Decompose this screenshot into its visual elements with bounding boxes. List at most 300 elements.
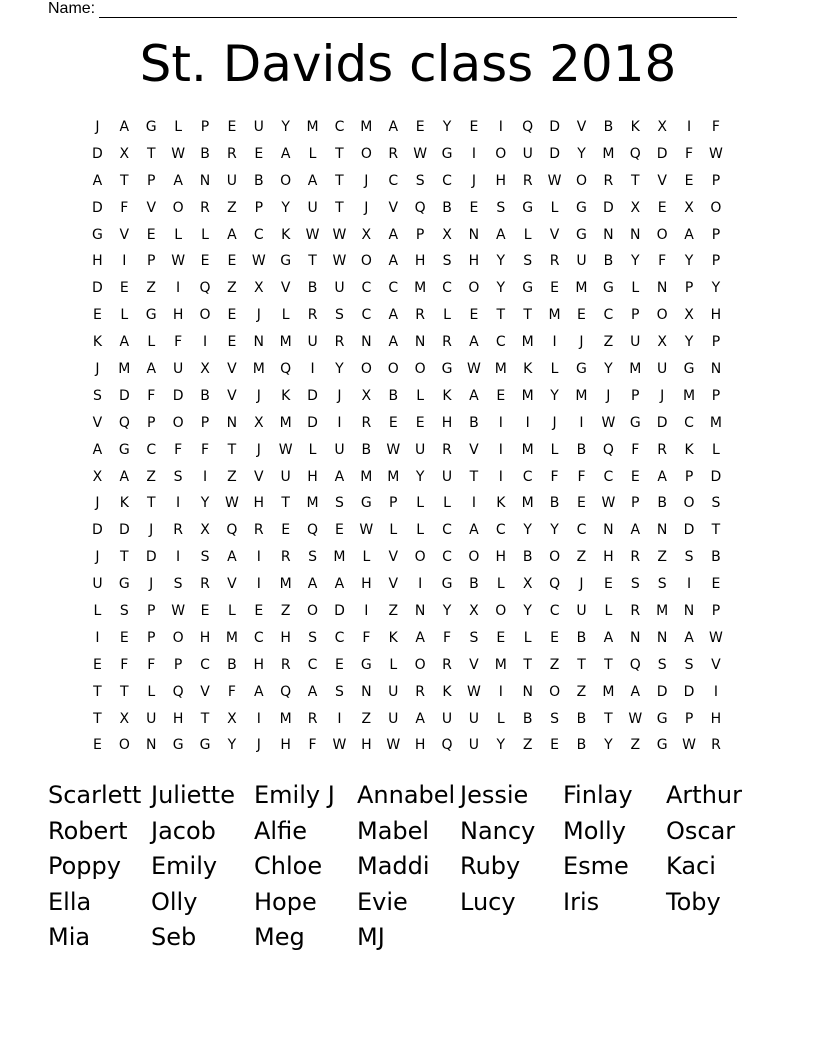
grid-letter: J — [337, 387, 342, 404]
grid-letter: N — [656, 280, 668, 297]
grid-letter: J — [471, 172, 476, 189]
grid-letter: J — [95, 361, 100, 378]
grid-letter: S — [469, 629, 479, 646]
grid-letter: A — [415, 629, 425, 646]
word-list-item: Chloe — [254, 852, 323, 881]
grid-letter: O — [575, 172, 587, 189]
grid-letter: E — [254, 603, 264, 620]
grid-letter: S — [523, 253, 533, 270]
grid-letter: E — [119, 629, 129, 646]
grid-letter: D — [307, 387, 318, 404]
word-list-item: Ruby — [460, 852, 521, 881]
grid-letter: Z — [227, 280, 237, 297]
grid-letter: U — [334, 280, 345, 297]
grid-letter: U — [307, 334, 318, 351]
grid-letter: H — [172, 710, 184, 727]
grid-letter: A — [388, 334, 399, 351]
grid-letter: A — [415, 710, 425, 727]
grid-letter: C — [442, 522, 452, 539]
grid-letter: C — [495, 334, 506, 351]
grid-letter: H — [361, 737, 372, 754]
grid-letter: W — [251, 253, 266, 270]
grid-letter: V — [711, 656, 721, 673]
grid-letter: D — [656, 414, 668, 431]
grid-letter: X — [361, 387, 372, 404]
grid-letter: Y — [630, 253, 640, 270]
grid-letter: E — [254, 145, 264, 162]
grid-letter: A — [469, 334, 479, 351]
grid-letter: J — [364, 172, 369, 189]
grid-letter: L — [389, 522, 398, 539]
grid-letter: D — [683, 683, 695, 700]
grid-letter: Y — [496, 737, 506, 754]
grid-letter: M — [279, 710, 292, 727]
grid-letter: I — [713, 683, 718, 700]
grid-letter: Y — [604, 361, 613, 378]
grid-letter: E — [93, 307, 102, 324]
grid-letter: C — [334, 629, 345, 646]
grid-letter: I — [498, 414, 503, 431]
grid-letter: U — [441, 468, 453, 485]
grid-letter: U — [253, 119, 264, 135]
grid-letter: U — [415, 441, 426, 458]
grid-letter: O — [468, 280, 480, 297]
grid-letter: A — [146, 361, 157, 378]
grid-letter: R — [630, 603, 641, 620]
grid-letter: E — [550, 737, 560, 754]
grid-letter: O — [307, 603, 319, 620]
grid-letter: U — [307, 199, 318, 216]
word-list-item: Olly — [151, 887, 198, 916]
grid-letter: B — [307, 280, 318, 297]
grid-letter: F — [120, 199, 129, 216]
grid-letter: G — [522, 280, 534, 297]
grid-letter: H — [710, 307, 722, 324]
grid-letter: U — [334, 441, 345, 458]
grid-letter: S — [173, 468, 183, 485]
grid-letter: R — [442, 334, 452, 351]
grid-letter: H — [172, 307, 184, 324]
grid-letter: I — [176, 495, 181, 512]
grid-letter: C — [200, 656, 210, 673]
grid-letter: T — [200, 710, 210, 727]
grid-letter: B — [469, 576, 479, 593]
grid-letter: A — [173, 172, 183, 189]
grid-letter: W — [359, 522, 374, 539]
grid-letter: L — [416, 495, 425, 512]
grid-letter: M — [709, 414, 722, 431]
grid-letter: A — [388, 253, 399, 270]
grid-letter: F — [147, 387, 156, 404]
grid-letter: D — [549, 119, 560, 135]
grid-letter: X — [657, 119, 667, 135]
grid-letter: L — [227, 603, 236, 620]
grid-letter: S — [200, 549, 210, 566]
grid-letter: B — [711, 549, 721, 566]
grid-letter: H — [280, 629, 291, 646]
grid-letter: W — [171, 145, 186, 162]
grid-letter: Z — [227, 199, 237, 216]
grid-letter: E — [93, 656, 102, 673]
grid-letter: C — [603, 307, 614, 324]
grid-letter: C — [603, 468, 614, 485]
grid-letter: S — [93, 387, 102, 404]
grid-letter: A — [280, 145, 291, 162]
grid-letter: B — [549, 495, 560, 512]
grid-letter: K — [523, 361, 533, 378]
grid-letter: T — [335, 145, 344, 162]
grid-letter: I — [256, 549, 261, 566]
grid-letter: R — [415, 683, 425, 700]
grid-letter: U — [280, 468, 291, 485]
grid-letter: G — [441, 361, 453, 378]
grid-letter: I — [418, 576, 423, 593]
grid-letter: F — [147, 656, 156, 673]
grid-letter: O — [495, 145, 507, 162]
word-list-item: Mia — [48, 923, 91, 952]
grid-letter: I — [95, 629, 100, 646]
grid-letter: L — [174, 226, 183, 243]
grid-letter: M — [494, 361, 507, 378]
grid-letter: A — [227, 226, 237, 243]
grid-letter: N — [414, 603, 426, 620]
grid-letter: D — [602, 199, 614, 216]
grid-letter: O — [710, 199, 722, 216]
grid-letter: F — [174, 334, 183, 351]
grid-letter: L — [443, 307, 451, 324]
grid-letter: C — [253, 226, 264, 243]
grid-letter: V — [254, 468, 264, 485]
grid-letter: U — [522, 145, 533, 162]
grid-letter: M — [629, 361, 642, 378]
grid-letter: D — [92, 522, 103, 539]
grid-letter: E — [415, 119, 425, 135]
grid-letter: F — [200, 441, 210, 458]
grid-letter: K — [388, 629, 398, 646]
grid-letter: P — [631, 307, 640, 324]
grid-letter: E — [496, 629, 506, 646]
word-list-item: Emily J — [254, 781, 335, 809]
word-search-grid — [84, 114, 729, 759]
grid-letter: G — [576, 226, 587, 243]
grid-letter: E — [603, 576, 613, 593]
grid-letter: Z — [549, 656, 560, 673]
grid-letter: A — [227, 549, 237, 566]
grid-letter: N — [361, 683, 372, 700]
grid-letter: M — [360, 119, 373, 135]
grid-letter: O — [387, 361, 399, 378]
grid-letter: I — [202, 468, 208, 485]
grid-letter: B — [253, 172, 264, 189]
grid-letter: T — [604, 710, 613, 727]
grid-letter: A — [92, 172, 103, 189]
grid-letter: D — [656, 683, 668, 700]
grid-letter: C — [442, 549, 452, 566]
grid-letter: K — [281, 226, 291, 243]
grid-letter: I — [337, 414, 342, 431]
grid-letter: O — [549, 683, 561, 700]
grid-letter: E — [200, 603, 210, 620]
grid-letter: N — [603, 522, 614, 539]
word-list-item: Meg — [254, 923, 305, 952]
grid-letter: O — [360, 361, 372, 378]
grid-letter: O — [549, 549, 561, 566]
grid-letter: C — [549, 603, 560, 620]
grid-letter: V — [469, 441, 479, 458]
grid-letter: L — [416, 522, 425, 539]
grid-letter: R — [549, 253, 560, 270]
grid-letter: Y — [496, 253, 506, 270]
grid-letter: E — [550, 629, 560, 646]
grid-letter: E — [415, 414, 425, 431]
grid-letter: B — [576, 710, 587, 727]
grid-letter: D — [92, 145, 103, 162]
word-list-item: Nancy — [460, 816, 536, 845]
grid-letter: F — [120, 656, 129, 673]
grid-letter: M — [252, 361, 265, 378]
grid-letter: N — [361, 334, 372, 351]
grid-letter: J — [149, 576, 154, 593]
grid-letter: V — [200, 683, 210, 700]
grid-letter: O — [360, 253, 372, 270]
grid-letter: X — [522, 576, 533, 593]
grid-letter: J — [256, 737, 261, 754]
grid-letter: J — [256, 387, 261, 404]
grid-letter: E — [335, 522, 344, 539]
word-list-item: Annabel — [357, 781, 456, 809]
grid-letter: A — [388, 226, 399, 243]
grid-letter: A — [469, 387, 479, 404]
word-list-item: Esme — [563, 852, 629, 881]
grid-letter: K — [119, 495, 129, 512]
grid-letter: M — [360, 468, 373, 485]
grid-letter: Z — [522, 737, 533, 754]
grid-letter: R — [657, 441, 668, 458]
grid-letter: W — [278, 441, 293, 458]
grid-letter: X — [684, 199, 694, 216]
grid-letter: E — [469, 199, 479, 216]
grid-letter: U — [172, 361, 184, 378]
grid-letter: Y — [281, 199, 290, 216]
grid-letter: S — [684, 656, 694, 673]
grid-letter: S — [684, 549, 694, 566]
grid-letter: T — [146, 145, 156, 162]
grid-letter: A — [254, 683, 264, 700]
grid-letter: P — [631, 387, 640, 404]
grid-letter: D — [92, 199, 103, 216]
grid-letter: S — [657, 656, 667, 673]
grid-letter: I — [579, 414, 584, 431]
grid-letter: O — [468, 549, 480, 566]
grid-letter: T — [120, 172, 129, 189]
grid-letter: P — [711, 226, 721, 243]
grid-letter: J — [95, 549, 100, 566]
grid-letter: O — [118, 737, 130, 754]
grid-letter: Q — [629, 145, 641, 162]
grid-letter: W — [386, 441, 401, 458]
grid-letter: E — [630, 468, 640, 485]
grid-letter: S — [415, 172, 425, 189]
grid-letter: I — [471, 145, 476, 162]
grid-letter: Q — [307, 522, 319, 539]
page-title: St. Davids class 2018 — [139, 35, 677, 93]
grid-letter: G — [441, 145, 453, 162]
grid-letter: R — [415, 307, 425, 324]
grid-letter: X — [442, 226, 452, 243]
grid-letter: L — [631, 280, 640, 297]
grid-letter: S — [119, 603, 129, 620]
grid-letter: B — [657, 495, 667, 512]
grid-letter: P — [684, 280, 694, 297]
word-list-item: Finlay — [563, 781, 633, 809]
grid-letter: I — [176, 549, 181, 566]
grid-letter: E — [550, 280, 560, 297]
grid-letter: T — [308, 253, 317, 270]
grid-letter: T — [120, 549, 129, 566]
grid-letter: M — [118, 361, 131, 378]
grid-letter: H — [495, 172, 507, 189]
grid-letter: Z — [280, 603, 291, 620]
grid-letter: N — [630, 226, 641, 243]
grid-letter: Z — [388, 603, 399, 620]
grid-letter: W — [628, 710, 643, 727]
grid-letter: Y — [335, 361, 344, 378]
grid-letter: H — [92, 253, 103, 270]
grid-letter: D — [118, 387, 130, 404]
grid-letter: W — [709, 145, 723, 162]
grid-letter: B — [576, 737, 587, 754]
grid-letter: R — [200, 199, 210, 216]
grid-letter: M — [521, 334, 534, 351]
grid-letter: I — [256, 710, 261, 727]
word-list-item: Scarlett — [48, 781, 142, 809]
grid-letter: X — [630, 199, 641, 216]
grid-letter: X — [253, 414, 264, 431]
grid-letter: X — [92, 468, 103, 485]
grid-letter: D — [710, 468, 722, 485]
grid-letter: R — [630, 549, 641, 566]
grid-letter: C — [146, 441, 157, 458]
grid-letter: T — [93, 683, 102, 700]
grid-letter: V — [549, 226, 560, 243]
grid-letter: Y — [227, 737, 237, 754]
grid-letter: Z — [576, 683, 587, 700]
grid-letter: X — [119, 145, 130, 162]
grid-letter: C — [522, 468, 533, 485]
grid-letter: W — [601, 414, 616, 431]
grid-letter: A — [603, 629, 614, 646]
grid-letter: J — [606, 387, 611, 404]
grid-letter: H — [441, 414, 453, 431]
grid-letter: L — [362, 549, 371, 566]
grid-letter: V — [146, 199, 157, 216]
grid-letter: O — [172, 199, 184, 216]
grid-letter: L — [93, 603, 102, 620]
grid-letter: A — [334, 576, 345, 593]
word-list-item: Juliette — [151, 781, 235, 809]
grid-letter: V — [227, 576, 237, 593]
grid-letter: A — [496, 226, 506, 243]
grid-letter: S — [550, 710, 560, 727]
grid-letter: Y — [523, 522, 532, 539]
grid-letter: S — [308, 549, 318, 566]
word-list-item: Robert — [48, 816, 128, 845]
grid-letter: L — [523, 629, 532, 646]
grid-letter: Y — [442, 603, 452, 620]
grid-letter: J — [660, 387, 665, 404]
grid-letter: O — [414, 361, 426, 378]
grid-letter: M — [225, 629, 238, 646]
grid-letter: M — [279, 334, 292, 351]
grid-letter: D — [683, 522, 695, 539]
grid-letter: W — [171, 603, 186, 620]
grid-letter: G — [145, 119, 157, 135]
grid-letter: B — [576, 441, 587, 458]
grid-letter: A — [307, 576, 318, 593]
grid-letter: V — [92, 414, 103, 431]
grid-letter: P — [147, 629, 156, 646]
grid-letter: E — [335, 656, 344, 673]
grid-letter: Z — [227, 468, 237, 485]
grid-letter: T — [335, 172, 344, 189]
grid-letter: L — [550, 441, 559, 458]
grid-letter: S — [335, 307, 344, 324]
grid-letter: H — [414, 253, 426, 270]
grid-letter: M — [521, 495, 534, 512]
grid-letter: L — [174, 119, 183, 135]
grid-letter: C — [495, 522, 506, 539]
grid-letter: N — [630, 629, 641, 646]
grid-letter: B — [522, 549, 533, 566]
grid-letter: D — [549, 145, 560, 162]
grid-letter: J — [95, 495, 100, 512]
grid-letter: I — [498, 441, 503, 458]
grid-letter: L — [496, 576, 505, 593]
grid-letter: L — [604, 603, 613, 620]
grid-letter: E — [281, 522, 291, 539]
grid-letter: A — [388, 119, 399, 135]
grid-letter: V — [227, 361, 237, 378]
grid-letter: O — [683, 495, 695, 512]
grid-letter: K — [630, 119, 640, 135]
grid-letter: G — [118, 441, 130, 458]
grid-letter: X — [253, 280, 264, 297]
word-list-item: Seb — [151, 923, 197, 952]
grid-letter: O — [656, 226, 668, 243]
grid-letter: I — [337, 710, 342, 727]
grid-letter: H — [253, 495, 265, 512]
grid-letter: K — [684, 441, 694, 458]
grid-letter: V — [657, 172, 667, 189]
grid-letter: A — [684, 226, 694, 243]
grid-letter: G — [629, 414, 641, 431]
grid-letter: L — [308, 145, 317, 162]
grid-letter: S — [335, 495, 344, 512]
grid-letter: N — [226, 414, 238, 431]
grid-letter: Y — [604, 737, 613, 754]
grid-letter: C — [576, 522, 587, 539]
grid-letter: U — [92, 576, 103, 593]
grid-letter: Q — [280, 683, 292, 700]
grid-letter: M — [306, 495, 319, 512]
grid-letter: W — [601, 495, 616, 512]
grid-letter: V — [469, 656, 479, 673]
grid-letter: Z — [361, 710, 372, 727]
grid-letter: A — [388, 307, 399, 324]
grid-letter: G — [656, 710, 668, 727]
grid-letter: S — [657, 576, 667, 593]
grid-letter: X — [200, 522, 210, 539]
